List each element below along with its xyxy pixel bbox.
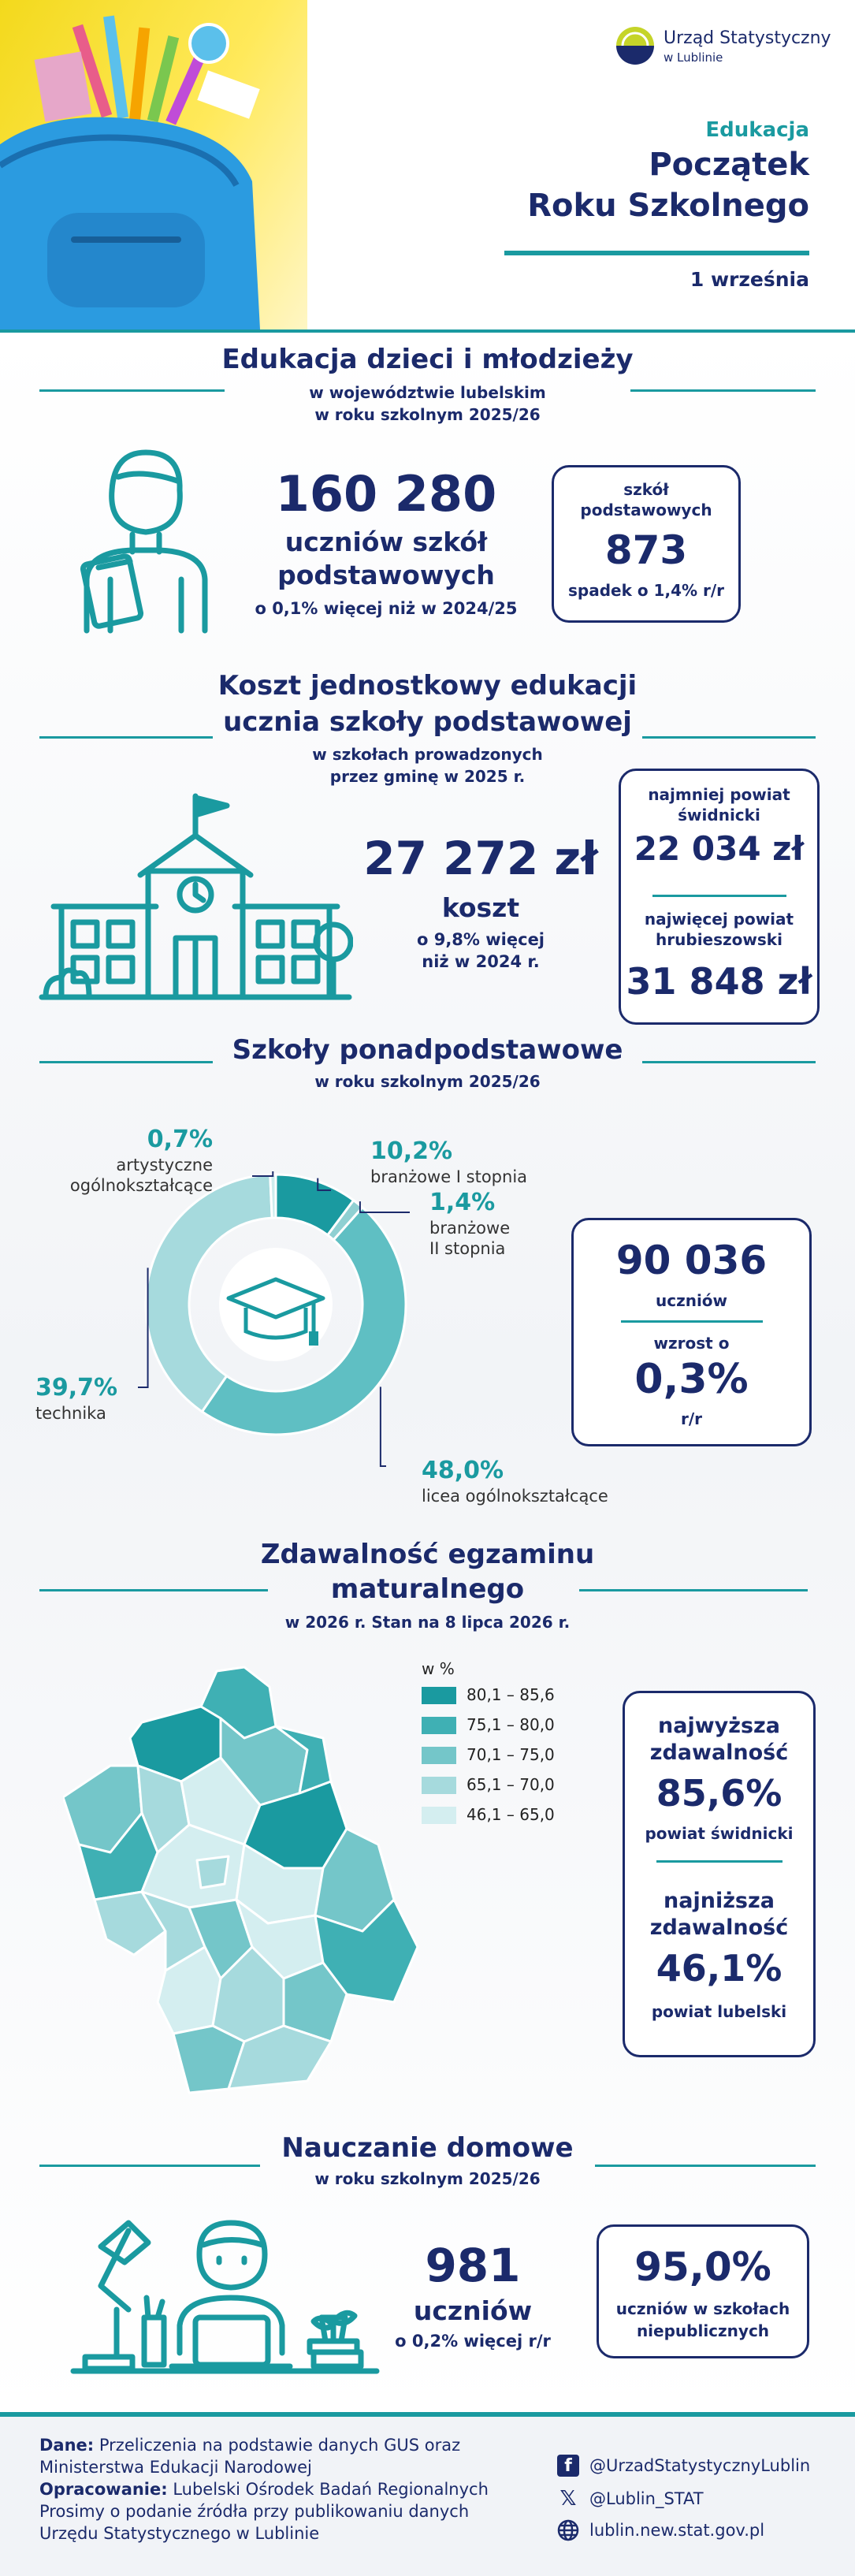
school-icon: [38, 788, 353, 1001]
s3-box-rule: [621, 1320, 763, 1323]
s2-min-label2: świdnicki: [678, 806, 760, 825]
s4-min-label2: zdawalność: [649, 1915, 789, 1940]
legend-swatch-5: [422, 1807, 456, 1824]
s4-min-label1: najniższa: [664, 1889, 775, 1913]
s1-box-label2: podstawowych: [580, 501, 712, 519]
s1-sub1: w województwie lubelskim: [309, 383, 546, 402]
footer-dane-text2: Ministerstwa Edukacji Narodowej: [39, 2458, 312, 2477]
slice-category-label-2-2: II stopnia: [429, 1239, 506, 1258]
slice-category-label-2-1: branżowe: [429, 1219, 511, 1238]
logo-icon: [612, 22, 659, 69]
donut-slice-5: [270, 1174, 276, 1218]
s1-big-label1: uczniów szkół: [284, 527, 488, 557]
s2-min-value: 22 034 zł: [634, 829, 805, 868]
x-link[interactable]: @Lublin_STAT: [589, 2489, 704, 2508]
s1-box-value: 873: [604, 527, 688, 573]
legend-swatch-4: [422, 1777, 456, 1794]
web-globe-icon: [557, 2519, 579, 2541]
s2-rule-left: [39, 736, 213, 739]
slice-value-label-5: 0,7%: [147, 1126, 213, 1153]
s2-box-rule: [652, 895, 786, 897]
s3-rule-left: [39, 1061, 213, 1063]
s4-stat-box: [623, 1691, 816, 2057]
s2-max-label2: hrubieszowski: [656, 930, 783, 949]
s4-min-value: 46,1%: [656, 1947, 783, 1990]
s2-stat-box: [619, 769, 820, 1025]
choropleth-map: [63, 1663, 426, 2105]
s5-big-label: uczniów: [413, 2295, 533, 2326]
legend-label-3: 70,1 – 75,0: [467, 1745, 555, 1764]
lublin-voivodeship-map: [63, 1663, 426, 2105]
s1-change: o 0,1% więcej niż w 2024/25: [255, 599, 518, 618]
footer-note1: Prosimy o podanie źródła przy publikowaniu danych: [39, 2502, 470, 2521]
legend-swatch-1: [422, 1687, 456, 1704]
s4-box-rule: [656, 1860, 783, 1863]
s1-sub2: w roku szkolnym 2025/26: [314, 405, 541, 424]
slice-value-label-3: 48,0%: [422, 1457, 504, 1484]
s3-box-label: uczniów: [655, 1291, 728, 1310]
s1-box-label1: szkół: [623, 480, 669, 499]
s2-min-label1: najmniej powiat: [648, 785, 790, 804]
s3-growth-label: wzrost o: [653, 1334, 730, 1353]
s1-big-value: 160 280: [275, 465, 497, 523]
s3-title: Szkoły ponadpodstawowe: [232, 1034, 623, 1066]
s3-rule-right: [642, 1061, 816, 1063]
slice-category-label-5-1: artystyczne: [116, 1156, 213, 1174]
facebook-link[interactable]: @UrzadStatystycznyLublin: [589, 2456, 811, 2475]
s4-max-area: powiat świdnicki: [645, 1824, 794, 1843]
legend-label-5: 46,1 – 65,0: [467, 1805, 555, 1824]
s1-title: Edukacja dzieci i młodzieży: [221, 344, 634, 375]
legend-swatch-2: [422, 1717, 456, 1734]
s2-max-label1: najwięcej powiat: [644, 910, 794, 929]
legend-swatch-3: [422, 1747, 456, 1764]
footer-opr-label: Opracowanie:: [39, 2480, 168, 2499]
s3-growth-unit: r/r: [680, 1409, 703, 1428]
s3-box-value: 90 036: [615, 1238, 768, 1283]
s5-box-value: 95,0%: [634, 2244, 771, 2290]
org-name-line2: w Lublinie: [664, 50, 723, 65]
s5-rule-right: [595, 2165, 816, 2167]
s3-stat-box: [571, 1218, 812, 1446]
footer-note2: Urzędu Statystycznego w Lublinie: [39, 2524, 320, 2543]
graduation-cap-icon: [219, 1248, 333, 1361]
slice-value-label-1: 10,2%: [370, 1137, 453, 1165]
s4-max-value: 85,6%: [656, 1772, 783, 1815]
footer-dane: [39, 2436, 460, 2455]
globe-icon[interactable]: [557, 2519, 579, 2541]
category-label: Edukacja: [705, 118, 809, 142]
slice-category-label-4-1: technika: [35, 1404, 106, 1423]
s2-sub2: przez gminę w 2025 r.: [329, 767, 526, 786]
s4-max-label1: najwyższa: [658, 1714, 780, 1738]
legend-label-4: 65,1 – 70,0: [467, 1775, 555, 1794]
map-legend-title: w %: [422, 1659, 455, 1678]
facebook-icon[interactable]: f: [557, 2455, 579, 2477]
s5-big-value: 981: [425, 2239, 521, 2292]
s2-max-value: 31 848 zł: [626, 960, 812, 1003]
legend-label-1: 80,1 – 85,6: [467, 1685, 555, 1704]
title-line2: Roku Szkolnego: [527, 188, 809, 224]
s5-sub: w roku szkolnym 2025/26: [314, 2169, 541, 2188]
s5-title: Nauczanie domowe: [281, 2132, 574, 2164]
org-name-line1: Urząd Statystyczny: [664, 28, 831, 48]
legend-label-2: 75,1 – 80,0: [467, 1715, 555, 1734]
slice-category-label-3-1: licea ogólnokształcące: [422, 1487, 608, 1506]
footer-dane-label: Dane:: [39, 2436, 95, 2455]
s3-growth-value: 0,3%: [634, 1356, 749, 1403]
s5-box-label2: niepublicznych: [636, 2321, 770, 2340]
s4-title2: maturalnego: [330, 1573, 525, 1605]
slice-category-label-1-1: branżowe I stopnia: [370, 1167, 528, 1186]
s1-stat-box: [552, 465, 741, 623]
s2-rule-right: [642, 736, 816, 739]
footer-dane-text1: Przeliczenia na podstawie danych GUS oraz: [94, 2436, 461, 2455]
slice-category-label-5-2: ogólnokształcące: [69, 1176, 213, 1195]
s5-box-label1: uczniów w szkołach: [615, 2299, 790, 2318]
s2-title2: ucznia szkoły podstawowej: [223, 706, 632, 738]
s5-change: o 0,2% więcej r/r: [395, 2332, 551, 2351]
donut-chart: [0, 1104, 654, 1545]
slice-value-label-4: 39,7%: [35, 1374, 118, 1402]
header-photo: [0, 0, 307, 329]
s4-min-area: powiat lubelski: [651, 2002, 787, 2021]
s4-sub: w 2026 r. Stan na 8 lipca 2026 r.: [284, 1613, 571, 1632]
s2-sub1: w szkołach prowadzonych: [312, 745, 543, 764]
s1-box-change: spadek o 1,4% r/r: [567, 581, 725, 600]
s2-title1: Koszt jednostkowy edukacji: [217, 670, 638, 702]
web-link[interactable]: lublin.new.stat.gov.pl: [589, 2521, 765, 2540]
date-label: 1 września: [690, 268, 809, 291]
s1-big-label2: podstawowych: [277, 560, 495, 590]
student-illustration-icon: [71, 441, 221, 635]
school-building-icon: [38, 788, 353, 1001]
s2-big-label: koszt: [441, 892, 520, 923]
s2-change2: niż w 2024 r.: [422, 952, 540, 971]
homeschool-icon: [69, 2199, 381, 2381]
s3-sub: w roku szkolnym 2025/26: [314, 1072, 541, 1091]
footer-opr-text: Lubelski Ośrodek Badań Regionalnych: [167, 2480, 489, 2499]
slice-value-label-2: 1,4%: [429, 1189, 496, 1216]
s5-rule-left: [39, 2165, 260, 2167]
leader-line-3: [381, 1387, 386, 1466]
home-learning-illustration-icon: [69, 2199, 381, 2381]
s5-stat-box: [597, 2224, 809, 2358]
title-line1: Początek: [649, 147, 809, 183]
footer: [0, 2412, 855, 2576]
s2-big-value: 27 272 zł: [363, 832, 598, 885]
s4-rule-right: [579, 1589, 808, 1591]
s4-title1: Zdawalność egzaminu: [260, 1539, 595, 1570]
x-icon[interactable]: 𝕏: [559, 2487, 577, 2511]
footer-opracowanie: [39, 2480, 489, 2499]
title-rule: [504, 251, 809, 255]
backpack-illustration: [0, 0, 307, 329]
gus-logo: [612, 22, 659, 69]
student-icon: [71, 441, 221, 635]
s4-rule-left: [39, 1589, 268, 1591]
s2-change1: o 9,8% więcej: [416, 930, 545, 949]
s4-max-label2: zdawalność: [649, 1740, 789, 1765]
